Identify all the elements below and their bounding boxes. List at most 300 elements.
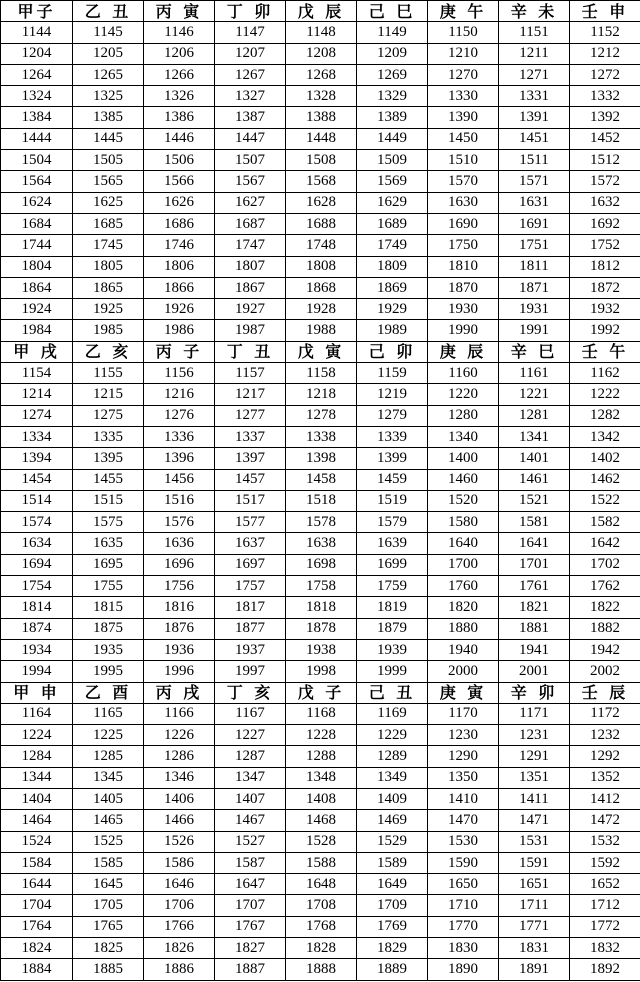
year-cell: 1346 [144,767,215,788]
year-cell: 1925 [73,299,144,320]
year-cell: 1408 [286,788,357,809]
table-body [1,1,640,981]
year-cell: 1986 [144,320,215,341]
year-cell: 1282 [570,405,640,426]
year-cell: 1467 [215,810,286,831]
year-cell: 1865 [73,277,144,298]
year-cell: 1447 [215,128,286,149]
table-row [1,64,640,85]
ganzhi-header-cell: 丙 戌 [144,682,215,703]
ganzhi-header-cell: 壬 申 [570,1,640,22]
year-cell: 1451 [499,128,570,149]
year-cell: 1930 [428,299,499,320]
year-cell: 1222 [570,384,640,405]
year-cell: 1462 [570,469,640,490]
year-cell: 1628 [286,192,357,213]
year-cell: 1694 [1,554,73,575]
table-row [1,43,640,64]
year-cell: 1506 [144,150,215,171]
year-cell: 1806 [144,256,215,277]
year-cell: 1822 [570,597,640,618]
year-cell: 1941 [499,639,570,660]
year-cell: 1337 [215,426,286,447]
year-cell: 1818 [286,597,357,618]
year-cell: 1752 [570,235,640,256]
year-cell: 1892 [570,959,640,980]
ganzhi-header-cell: 丁 卯 [215,1,286,22]
table-row [1,597,640,618]
year-cell: 1582 [570,512,640,533]
ganzhi-header-cell: 己 巳 [357,1,428,22]
year-cell: 1707 [215,895,286,916]
year-cell: 1146 [144,22,215,43]
year-cell: 1927 [215,299,286,320]
year-cell: 1332 [570,86,640,107]
year-cell: 1212 [570,43,640,64]
table-row [1,86,640,107]
table-row [1,320,640,341]
ganzhi-header-cell: 庚 寅 [428,682,499,703]
year-cell: 1404 [1,788,73,809]
year-cell: 1167 [215,703,286,724]
year-cell: 1579 [357,512,428,533]
year-cell: 1455 [73,469,144,490]
year-cell: 1401 [499,448,570,469]
table-row [1,150,640,171]
table-row [1,703,640,724]
year-cell: 1508 [286,150,357,171]
year-cell: 1805 [73,256,144,277]
year-cell: 1156 [144,363,215,384]
year-cell: 1770 [428,916,499,937]
year-cell: 1226 [144,725,215,746]
year-cell: 1268 [286,64,357,85]
year-cell: 1704 [1,895,73,916]
ganzhi-header-cell: 丁 丑 [215,341,286,362]
year-cell: 1328 [286,86,357,107]
year-cell: 1329 [357,86,428,107]
year-cell: 1391 [499,107,570,128]
year-cell: 1874 [1,618,73,639]
year-cell: 1988 [286,320,357,341]
year-cell: 1769 [357,916,428,937]
year-cell: 1992 [570,320,640,341]
year-cell: 1269 [357,64,428,85]
year-cell: 1157 [215,363,286,384]
year-cell: 1817 [215,597,286,618]
year-cell: 1472 [570,810,640,831]
year-cell: 1204 [1,43,73,64]
year-cell: 1169 [357,703,428,724]
year-cell: 1515 [73,490,144,511]
year-cell: 1162 [570,363,640,384]
year-cell: 1265 [73,64,144,85]
year-cell: 1530 [428,831,499,852]
year-cell: 1685 [73,213,144,234]
year-cell: 1588 [286,852,357,873]
year-cell: 2002 [570,661,640,682]
year-cell: 1446 [144,128,215,149]
year-cell: 1148 [286,22,357,43]
table-row [1,235,640,256]
year-cell: 1290 [428,746,499,767]
year-cell: 1531 [499,831,570,852]
year-cell: 1821 [499,597,570,618]
year-cell: 2000 [428,661,499,682]
year-cell: 1336 [144,426,215,447]
year-cell: 1819 [357,597,428,618]
year-cell: 1756 [144,576,215,597]
year-cell: 1326 [144,86,215,107]
year-cell: 1331 [499,86,570,107]
year-cell: 1456 [144,469,215,490]
year-cell: 1580 [428,512,499,533]
year-cell: 1511 [499,150,570,171]
year-cell: 1581 [499,512,570,533]
year-cell: 1471 [499,810,570,831]
year-cell: 1524 [1,831,73,852]
year-cell: 1395 [73,448,144,469]
year-cell: 1387 [215,107,286,128]
year-cell: 1635 [73,533,144,554]
year-cell: 1696 [144,554,215,575]
year-cell: 1172 [570,703,640,724]
year-cell: 1876 [144,618,215,639]
year-cell: 1165 [73,703,144,724]
ganzhi-header-cell: 乙 酉 [73,682,144,703]
year-cell: 1888 [286,959,357,980]
year-cell: 1159 [357,363,428,384]
year-cell: 1567 [215,171,286,192]
year-cell: 1831 [499,938,570,959]
year-cell: 1870 [428,277,499,298]
year-cell: 1747 [215,235,286,256]
year-cell: 1397 [215,448,286,469]
year-cell: 1879 [357,618,428,639]
year-cell: 1940 [428,639,499,660]
year-cell: 1344 [1,767,73,788]
year-cell: 1636 [144,533,215,554]
ganzhi-header-cell: 庚 辰 [428,341,499,362]
section-header-row [1,341,640,362]
year-cell: 1634 [1,533,73,554]
year-cell: 1509 [357,150,428,171]
year-cell: 1405 [73,788,144,809]
year-cell: 1644 [1,874,73,895]
year-cell: 1687 [215,213,286,234]
table-row [1,299,640,320]
year-cell: 1804 [1,256,73,277]
year-cell: 1345 [73,767,144,788]
year-cell: 1459 [357,469,428,490]
year-cell: 1591 [499,852,570,873]
year-cell: 1766 [144,916,215,937]
year-cell: 1457 [215,469,286,490]
year-cell: 1762 [570,576,640,597]
year-cell: 1585 [73,852,144,873]
year-cell: 1630 [428,192,499,213]
year-cell: 1877 [215,618,286,639]
table-row [1,512,640,533]
year-cell: 1267 [215,64,286,85]
year-cell: 1505 [73,150,144,171]
table-row [1,554,640,575]
year-cell: 1218 [286,384,357,405]
year-cell: 1210 [428,43,499,64]
year-cell: 1686 [144,213,215,234]
year-cell: 1207 [215,43,286,64]
table-row [1,852,640,873]
year-cell: 1812 [570,256,640,277]
year-cell: 1712 [570,895,640,916]
year-cell: 1279 [357,405,428,426]
ganzhi-header-cell: 丙 寅 [144,1,215,22]
table-row [1,938,640,959]
section-header-row [1,1,640,22]
year-cell: 1460 [428,469,499,490]
table-row [1,576,640,597]
year-cell: 1155 [73,363,144,384]
year-cell: 1386 [144,107,215,128]
year-cell: 1867 [215,277,286,298]
year-cell: 1144 [1,22,73,43]
year-cell: 1278 [286,405,357,426]
year-cell: 1764 [1,916,73,937]
year-cell: 1229 [357,725,428,746]
year-cell: 1466 [144,810,215,831]
year-cell: 1448 [286,128,357,149]
ganzhi-header-cell: 庚 午 [428,1,499,22]
year-cell: 1399 [357,448,428,469]
year-cell: 1997 [215,661,286,682]
year-cell: 1757 [215,576,286,597]
year-cell: 1145 [73,22,144,43]
year-cell: 1389 [357,107,428,128]
year-cell: 1572 [570,171,640,192]
year-cell: 1284 [1,746,73,767]
year-cell: 1928 [286,299,357,320]
year-cell: 1220 [428,384,499,405]
year-cell: 1516 [144,490,215,511]
year-cell: 1815 [73,597,144,618]
table-row [1,959,640,980]
year-cell: 1639 [357,533,428,554]
year-cell: 1642 [570,533,640,554]
table-row [1,22,640,43]
year-cell: 1461 [499,469,570,490]
year-cell: 1578 [286,512,357,533]
year-cell: 1469 [357,810,428,831]
year-cell: 1807 [215,256,286,277]
year-cell: 1702 [570,554,640,575]
year-cell: 1816 [144,597,215,618]
year-cell: 1352 [570,767,640,788]
year-cell: 1225 [73,725,144,746]
year-cell: 1824 [1,938,73,959]
year-cell: 1942 [570,639,640,660]
year-cell: 1826 [144,938,215,959]
year-cell: 1991 [499,320,570,341]
year-cell: 1575 [73,512,144,533]
year-cell: 1527 [215,831,286,852]
year-cell: 1872 [570,277,640,298]
year-cell: 1517 [215,490,286,511]
year-cell: 1231 [499,725,570,746]
year-cell: 1449 [357,128,428,149]
year-cell: 1624 [1,192,73,213]
year-cell: 1755 [73,576,144,597]
year-cell: 1335 [73,426,144,447]
year-cell: 1219 [357,384,428,405]
year-cell: 1829 [357,938,428,959]
table-row [1,405,640,426]
year-cell: 1651 [499,874,570,895]
table-row [1,469,640,490]
ganzhi-header-cell: 丙 子 [144,341,215,362]
table-row [1,831,640,852]
year-cell: 1772 [570,916,640,937]
year-cell: 1746 [144,235,215,256]
table-row [1,895,640,916]
year-cell: 2001 [499,661,570,682]
ganzhi-header-cell: 壬 午 [570,341,640,362]
year-cell: 1280 [428,405,499,426]
year-cell: 1286 [144,746,215,767]
year-cell: 1758 [286,576,357,597]
year-cell: 1388 [286,107,357,128]
year-cell: 1691 [499,213,570,234]
year-cell: 1932 [570,299,640,320]
year-cell: 1584 [1,852,73,873]
year-cell: 1149 [357,22,428,43]
ganzhi-header-cell: 甲 申 [1,682,73,703]
section-header-row [1,682,640,703]
year-cell: 1697 [215,554,286,575]
year-cell: 1994 [1,661,73,682]
year-cell: 1349 [357,767,428,788]
year-cell: 1749 [357,235,428,256]
year-cell: 1881 [499,618,570,639]
table-row [1,746,640,767]
year-cell: 1814 [1,597,73,618]
year-cell: 1699 [357,554,428,575]
year-cell: 1871 [499,277,570,298]
year-cell: 1528 [286,831,357,852]
year-cell: 1765 [73,916,144,937]
year-cell: 1151 [499,22,570,43]
year-cell: 1864 [1,277,73,298]
year-cell: 1341 [499,426,570,447]
year-cell: 1271 [499,64,570,85]
year-cell: 1989 [357,320,428,341]
year-cell: 1750 [428,235,499,256]
year-cell: 1627 [215,192,286,213]
year-cell: 1647 [215,874,286,895]
year-cell: 1705 [73,895,144,916]
year-cell: 1820 [428,597,499,618]
year-cell: 1289 [357,746,428,767]
table-row [1,916,640,937]
year-cell: 1411 [499,788,570,809]
year-cell: 1570 [428,171,499,192]
table-row [1,107,640,128]
year-cell: 1934 [1,639,73,660]
year-cell: 1166 [144,703,215,724]
year-cell: 1398 [286,448,357,469]
year-cell: 1878 [286,618,357,639]
year-cell: 1827 [215,938,286,959]
year-cell: 1325 [73,86,144,107]
year-cell: 1875 [73,618,144,639]
year-cell: 1566 [144,171,215,192]
year-cell: 1385 [73,107,144,128]
ganzhi-header-cell: 乙 丑 [73,1,144,22]
year-cell: 1266 [144,64,215,85]
year-cell: 1338 [286,426,357,447]
table-row [1,618,640,639]
year-cell: 1532 [570,831,640,852]
year-cell: 1160 [428,363,499,384]
year-cell: 1342 [570,426,640,447]
year-cell: 1700 [428,554,499,575]
year-cell: 1272 [570,64,640,85]
year-cell: 1288 [286,746,357,767]
year-cell: 1924 [1,299,73,320]
table-row [1,639,640,660]
year-cell: 1631 [499,192,570,213]
year-cell: 1625 [73,192,144,213]
year-cell: 1170 [428,703,499,724]
year-cell: 1390 [428,107,499,128]
table-row [1,725,640,746]
year-cell: 1444 [1,128,73,149]
year-cell: 1161 [499,363,570,384]
year-cell: 1698 [286,554,357,575]
year-cell: 1281 [499,405,570,426]
year-cell: 1351 [499,767,570,788]
year-cell: 1510 [428,150,499,171]
year-cell: 1695 [73,554,144,575]
year-cell: 1652 [570,874,640,895]
ganzhi-header-cell: 丁 亥 [215,682,286,703]
table-row [1,277,640,298]
year-cell: 1868 [286,277,357,298]
table-row [1,490,640,511]
year-cell: 1291 [499,746,570,767]
year-cell: 1995 [73,661,144,682]
year-cell: 1886 [144,959,215,980]
year-cell: 1761 [499,576,570,597]
year-cell: 1646 [144,874,215,895]
table-row [1,767,640,788]
year-cell: 1458 [286,469,357,490]
year-cell: 1998 [286,661,357,682]
year-cell: 1571 [499,171,570,192]
year-cell: 1230 [428,725,499,746]
year-cell: 1206 [144,43,215,64]
year-cell: 1626 [144,192,215,213]
ganzhi-header-cell: 己 卯 [357,341,428,362]
year-cell: 1768 [286,916,357,937]
year-cell: 1168 [286,703,357,724]
year-cell: 1514 [1,490,73,511]
year-cell: 1586 [144,852,215,873]
year-cell: 1564 [1,171,73,192]
year-cell: 1450 [428,128,499,149]
table-row [1,661,640,682]
year-cell: 1400 [428,448,499,469]
year-cell: 1929 [357,299,428,320]
